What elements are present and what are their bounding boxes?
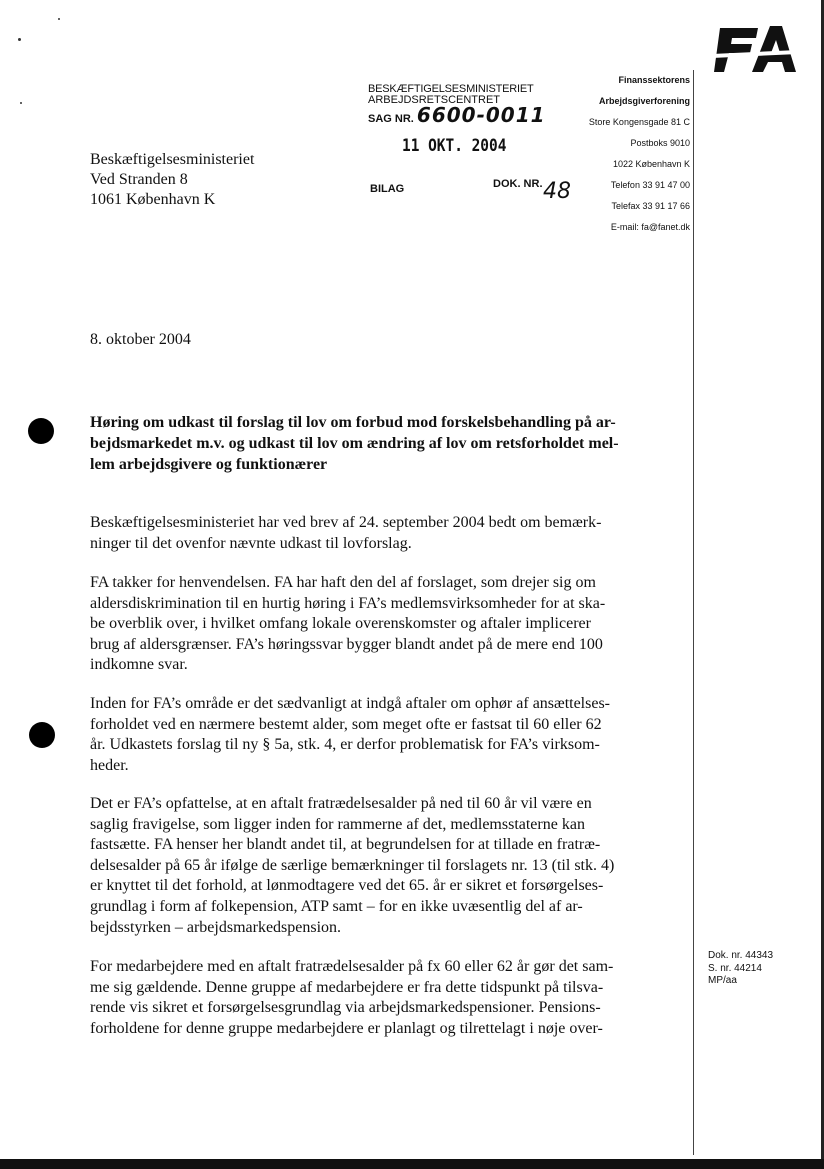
sender-block	[560, 70, 690, 238]
subject-line: bejdsmarkedet m.v. og udkast til lov om ændring af lov om retsforholdet mel-	[90, 435, 619, 452]
body-paragraph-4	[90, 794, 690, 938]
text-line: ninger til det ovenfor nævnte udkast til lovforslag.	[90, 534, 412, 552]
punch-hole-top	[28, 418, 54, 444]
text-line: For medarbejdere med en aftalt fratrædelsesalder på fx 60 eller 62 år gør det sam-	[90, 958, 614, 975]
text-line: saglig fravigelse, som ligger inden for rammerne af det, medlemsstaterne kan	[90, 815, 585, 833]
stamp-centre: ARBEJDSRETSCENTRET	[368, 94, 501, 106]
letter-subject	[90, 412, 680, 475]
text-line: rende vis sikret et forsørgelsesgrundlag via arbejdsmarkedspensioner. Pensions-	[90, 999, 601, 1017]
sender-city: 1022 København K	[612, 159, 690, 169]
scan-speck	[20, 102, 22, 104]
sender-line2: Arbejdsgiverforening	[598, 96, 690, 106]
sender-email: E-mail: fa@fanet.dk	[610, 222, 690, 232]
stamp-case-number: 6600-0011	[416, 103, 546, 127]
text-line: FA takker for henvendelsen. FA har haft den del af forslaget, som drejer sig om	[90, 574, 596, 591]
punch-hole-bottom	[29, 722, 55, 748]
text-line: bejdsstyrken – arbejdsmarkedspension.	[90, 918, 342, 936]
text-line: indkomne svar.	[90, 656, 188, 674]
scan-speck	[58, 18, 60, 20]
sender-fax: Telefax 33 91 17 66	[611, 201, 690, 211]
text-line: heder.	[90, 756, 129, 774]
text-line: fastsætte. FA henser her blandt andet til, at begrundelsen for at tillade en fratræ-	[90, 836, 601, 854]
initials: MP/aa	[708, 975, 737, 986]
text-line: er knyttet til det forhold, at lønmodtagere ved det 65. år er sikret et forsørgelses-	[90, 877, 604, 895]
text-line: grundlag i form af folkepension, ATP samt – for en ikke uvæsentlig del af ar-	[90, 897, 583, 915]
stamp-dok-label: DOK. NR.	[493, 178, 543, 190]
stamp-case-label: SAG NR.	[368, 113, 414, 125]
scan-edge-bottom	[0, 1159, 824, 1169]
recipient-street: Ved Stranden 8	[90, 171, 188, 188]
margin-rule	[693, 70, 694, 1155]
sender-line1: Finanssektorens	[618, 75, 690, 85]
scan-speck	[18, 38, 21, 41]
recipient-name: Beskæftigelsesministeriet	[90, 151, 255, 168]
text-line: brug af aldersgrænser. FA’s høringssvar bygger blandt andet på de mere end 100	[90, 635, 603, 653]
body-paragraph-3	[90, 694, 690, 776]
stamp-case-row	[368, 103, 546, 128]
stamp-ministry: BESKÆFTIGELSESMINISTERIET	[368, 83, 534, 95]
text-line: be overblik over, i hvilket omfang lokale overenskomster og aftaler implicerer	[90, 615, 591, 633]
subject-line: Høring om udkast til forslag til lov om forbud mod forskelsbehandling på ar-	[90, 414, 616, 431]
body-paragraph-1	[90, 513, 690, 554]
text-line: me sig gældende. Denne gruppe af medarbejdere er fra dette tidspunkt på tilsva-	[90, 978, 604, 996]
doc-number: Dok. nr. 44343	[708, 950, 774, 961]
received-stamp	[368, 84, 546, 128]
fa-logo	[712, 24, 798, 74]
text-line: forholdene for denne gruppe medarbejdere er planlagt og tilrettelagt i nøje over-	[90, 1019, 603, 1037]
subject-line: lem arbejdsgivere og funktionærer	[90, 456, 328, 473]
recipient-address	[90, 150, 254, 210]
sender-postbox: Postboks 9010	[630, 138, 690, 148]
document-reference	[708, 950, 773, 988]
letter-date: 8. oktober 2004	[90, 331, 191, 348]
body-paragraph-5	[90, 957, 690, 1039]
stamp-bilag-label: BILAG	[370, 183, 405, 195]
recipient-city: 1061 København K	[90, 191, 216, 208]
text-line: aldersdiskrimination til en hurtig høring i FA’s medlemsvirksomheder for at ska-	[90, 594, 606, 612]
stamp-date: 11 OKT. 2004	[402, 136, 507, 156]
body-paragraph-2	[90, 573, 690, 676]
sender-address: Store Kongensgade 81 C	[588, 117, 690, 127]
text-line: år. Udkastets forslag til ny § 5a, stk. 4, er derfor problematisk for FA’s virksom-	[90, 736, 600, 754]
text-line: Beskæftigelsesministeriet har ved brev af 24. september 2004 bedt om bemærk-	[90, 514, 602, 531]
case-number: S. nr. 44214	[708, 962, 762, 974]
text-line: delsesalder på 65 år ifølge de særlige bemærkninger til forslagets nr. 13 (til stk. 4)	[90, 856, 615, 874]
text-line: Det er FA’s opfattelse, at en aftalt fratrædelsesalder på ned til 60 år vil være en	[90, 795, 592, 812]
text-line: forholdet ved en nærmere bestemt alder, som meget ofte er fastsat til 60 eller 62	[90, 715, 602, 733]
text-line: Inden for FA’s område er det sædvanligt at indgå aftaler om ophør af ansættelses-	[90, 695, 611, 712]
stamp-dok-number: 48	[543, 179, 571, 204]
sender-phone: Telefon 33 91 47 00	[610, 180, 690, 190]
